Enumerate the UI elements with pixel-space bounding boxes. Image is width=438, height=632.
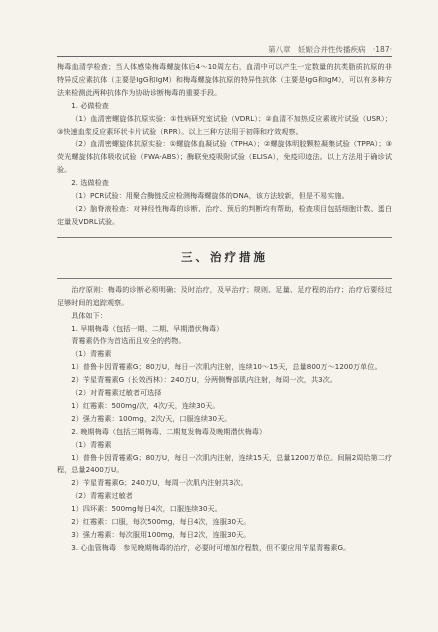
page-body [57, 61, 392, 555]
paragraph: 2）强力霉素：100mg，2次/天，口服连续30天。 [71, 413, 232, 423]
paragraph: （1）青霉素 [71, 349, 112, 359]
paragraph: 1）四环素：500mg每日4次，口服连续30天。 [71, 504, 222, 514]
paragraph: （2）脑脊液检查：对神经性梅毒的诊断、治疗、预后的判断均有帮助，检查项目包括细胞计数、蛋白定量及VDRL试验。 [57, 203, 392, 226]
chapter-title: 妊娠合并性传播疾病 [298, 45, 366, 54]
paragraph: （1）青霉素 [71, 439, 112, 449]
paragraph: 1）普鲁卡因青霉素G；80万U，每日一次肌内注射，连续10～15天，总量800万～1200万单位。 [71, 362, 382, 372]
paragraph: 1）普鲁卡因青霉素G；80万U，每日一次肌内注射，连续15天，总量1200万单位。间隔2周给第二疗程，总量2400万U。 [57, 452, 392, 475]
paragraph: （2）对青霉素过敏者可选择 [71, 388, 162, 398]
paragraph: （2）血清密螺旋体抗原实验：①螺旋体血凝试验（TPHA）；②螺旋体明胶颗粒凝集试验（TPPA）；③荧光螺旋体抗体吸收试验（FWA-ABS）；酶联免疫吸附试验（ELISA），免疫印迹法。以上方法用于确诊试验。 [57, 139, 392, 175]
paragraph: 2. 选做检查 [71, 178, 109, 188]
content-before-section [57, 61, 392, 229]
paragraph: 2）苄星青霉素G；240万U，每周一次肌内注射共3次。 [71, 478, 248, 488]
paragraph: 治疗原则：梅毒的诊断必须明确；及时治疗，及早治疗；规则、足量、足疗程的治疗；治疗后要经过足够时间的追踪观察。 [57, 284, 392, 307]
paragraph: 3）强力霉素：每次服用100mg，每日2次，连服30天。 [71, 530, 251, 539]
page-number: ·187· [372, 45, 392, 54]
paragraph: 1）红霉素：500mg/次，4次/天，连续30天。 [71, 400, 220, 410]
running-header [57, 44, 392, 57]
paragraph: 2. 晚期梅毒（包括三期梅毒、二期复发梅毒及晚期潜伏梅毒） [71, 426, 267, 436]
paragraph: 青霉素仍作为首选而且安全的药物。 [71, 336, 186, 346]
paragraph: 2）红霉素：口服，每次500mg，每日4次，连服30天。 [71, 517, 251, 527]
paragraph: 2）苄星青霉素G（长效西林）：240万U，分两侧臀部肌内注射，每周一次，共3次。 [71, 375, 337, 385]
paragraph: （1）血清密螺旋体抗原实验：①性病研究室试验（VDRL）；②血清不加热反应素玻片试验（USR）；③快速血浆反应素环状卡片试验（RPR）。以上三种方法用于初筛和疗效观察。 [57, 113, 392, 136]
section-heading: 三、治疗措施 [57, 237, 392, 279]
paragraph: （2）青霉素过敏者 [71, 491, 133, 501]
paragraph: 3. 心血管梅毒 参见晚期梅毒的治疗，必要时可增加疗程数，但不要应用苄星青霉素G。 [71, 542, 351, 552]
paragraph: 梅毒血清学检查；当人体感染梅毒螺旋体后4～10周左右，血清中可以产生一定数量的抗类脂质抗原的非特异反应素抗体（主要是IgG和IgM）和梅毒螺旋体抗原的特异性抗体（主要是IgG和IgM），可以有多种方法来检测此两种抗体作为协助诊断梅毒的重要手段。 [57, 62, 392, 97]
paragraph: 具体如下： [71, 310, 107, 320]
chapter-label: 第八章 [268, 45, 291, 54]
content-after-section [57, 284, 392, 555]
paragraph: 1. 必做检查 [71, 100, 109, 110]
paragraph: （1）PCR试验：用聚合酶链反应检测梅毒螺旋体的DNA，该方法较新，但是不易实施。 [71, 191, 349, 201]
paragraph: 1. 早期梅毒（包括一期、二期、早期潜伏梅毒） [71, 323, 224, 333]
